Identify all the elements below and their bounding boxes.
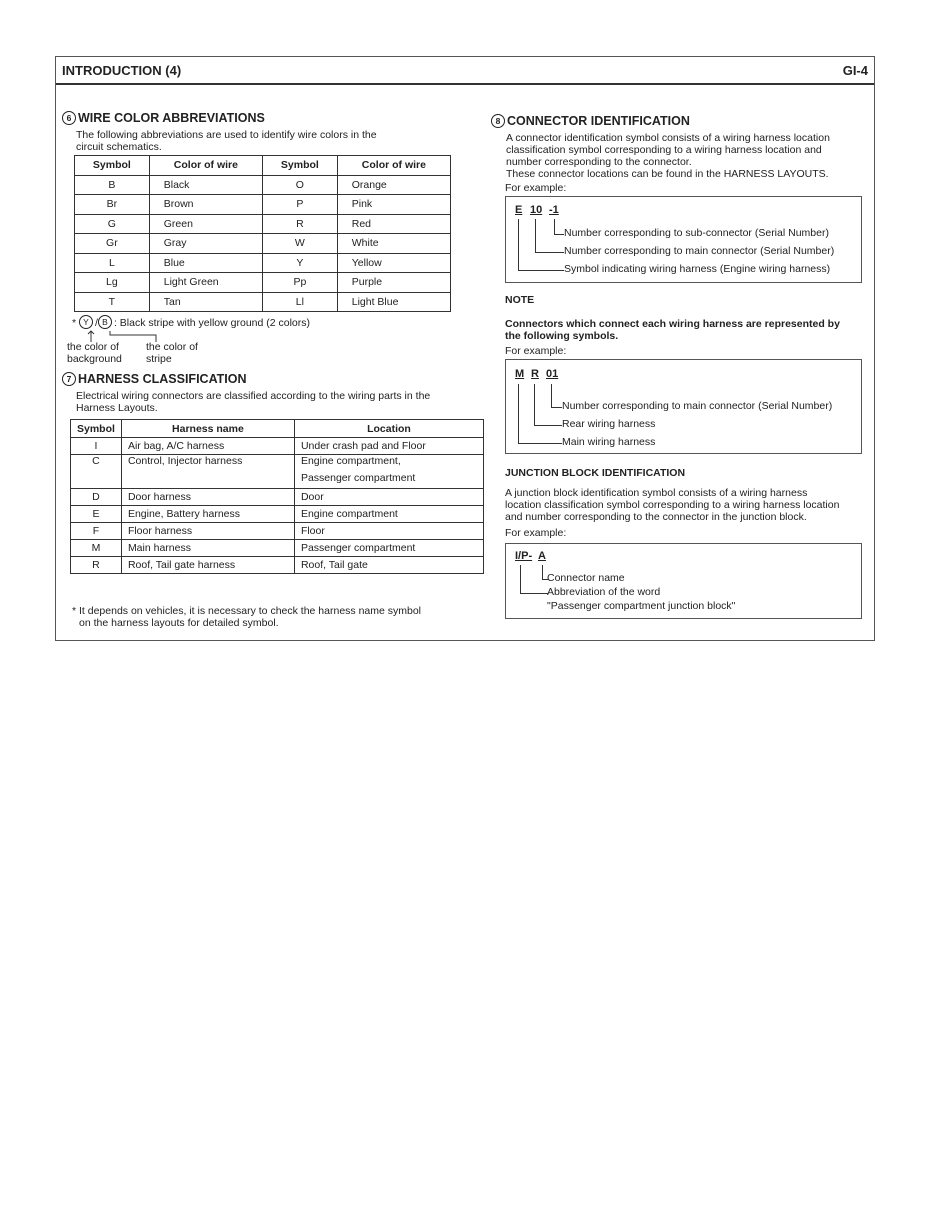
harness-intro: Electrical wiring connectors are classified according to the wiring parts in the Harness Layouts. xyxy=(76,390,431,414)
for-example-label: For example: xyxy=(505,182,567,194)
table-row: E Engine, Battery harness Engine compartment xyxy=(71,506,484,523)
junction-block-title: JUNCTION BLOCK IDENTIFICATION xyxy=(505,467,686,479)
for-example-label: For example: xyxy=(505,527,567,539)
col-header: Symbol xyxy=(71,420,122,438)
table-row: Gr Gray W White xyxy=(75,234,451,254)
code-harness-symbol: E xyxy=(515,204,523,216)
leader-line xyxy=(518,219,564,271)
code-main-number: 10 xyxy=(530,204,543,216)
table-row: R Roof, Tail gate harness Roof, Tail gate xyxy=(71,557,484,574)
table-row: T Tan Ll Light Blue xyxy=(75,292,451,312)
circled-number-8: 8 xyxy=(491,114,505,128)
table-row: L Blue Y Yellow xyxy=(75,253,451,273)
label-background: the color of background xyxy=(67,341,122,365)
page-header xyxy=(56,57,874,85)
example-box-joint: M R 01 Number corresponding to main connector (Serial Number) Rear wiring harness Main wiring harness xyxy=(505,359,862,454)
junction-block-text: A junction block identification symbol consists of a wiring harness location classification symbol corresponding to a wiring harness location and number corresponding to the connector in the junction block. xyxy=(505,487,840,523)
table-row: D Door harness Door xyxy=(71,489,484,506)
harness-table xyxy=(70,419,484,574)
table-row: Br Brown P Pink xyxy=(75,195,451,215)
code-serial-number: 01 xyxy=(546,368,559,380)
wire-color-table xyxy=(74,155,451,312)
table-row: I Air bag, A/C harness Under crash pad and Floor xyxy=(71,438,484,455)
circled-number-6: 6 xyxy=(62,111,76,125)
note-text: Connectors which connect each wiring harness are represented by the following symbols. xyxy=(505,318,840,342)
table-row: C Control, Injector harness Engine compartment, Passenger compartment xyxy=(71,455,484,489)
connector-intro: A connector identification symbol consists of a wiring harness location classification symbol corresponding to a wiring harness location and number corresponding to the connector. These connector locations can be found in the HARNESS LAYOUTS. xyxy=(506,132,830,180)
col-header: Harness name xyxy=(121,420,294,438)
table-row: G Green R Red xyxy=(75,214,451,234)
leader-line xyxy=(518,384,562,444)
connector-title: 8 CONNECTOR IDENTIFICATION xyxy=(491,114,690,128)
label-stripe: the color of stripe xyxy=(146,341,198,365)
code-ip: I/P- xyxy=(515,550,533,562)
manual-page xyxy=(55,56,875,641)
page-number: GI-4 xyxy=(842,63,868,78)
table-row: Lg Light Green Pp Purple xyxy=(75,273,451,293)
ground-color-symbol: Y xyxy=(79,315,93,329)
for-example-label: For example: xyxy=(505,345,567,357)
wire-color-intro: The following abbreviations are used to identify wire colors in the circuit schematics. xyxy=(76,129,377,153)
stripe-color-symbol: B xyxy=(98,315,112,329)
code-main-harness: M xyxy=(515,368,525,380)
harness-title: 7 HARNESS CLASSIFICATION xyxy=(62,372,247,386)
code-rear-harness: R xyxy=(531,368,539,380)
circled-number-7: 7 xyxy=(62,372,76,386)
wire-color-title: 6 WIRE COLOR ABBREVIATIONS xyxy=(62,111,265,125)
table-row: M Main harness Passenger compartment xyxy=(71,540,484,557)
col-header: Location xyxy=(294,420,483,438)
leader-line xyxy=(520,565,548,594)
col-header: Color of wire xyxy=(149,156,262,176)
code-connector-name: A xyxy=(538,550,546,562)
table-row: F Floor harness Floor xyxy=(71,523,484,540)
col-header: Color of wire xyxy=(337,156,450,176)
col-header: Symbol xyxy=(75,156,150,176)
example-box-junction: I/P- A Connector name Abbreviation of the word "Passenger compartment junction block" xyxy=(505,543,862,619)
example-box-connector: E 10 -1 Number corresponding to sub-connector (Serial Number) Number corresponding to main connector (Serial Number) Symbol indicating wiring harness (Engine wiring harness) xyxy=(505,196,862,283)
harness-footnote: * It depends on vehicles, it is necessary to check the harness name symbol on the harness layouts for detailed symbol. xyxy=(72,605,422,629)
page-title: INTRODUCTION (4) xyxy=(62,63,182,78)
code-sub-number: -1 xyxy=(549,204,559,216)
stripe-note: * Y / B : Black stripe with yellow ground (2 colors) xyxy=(72,317,311,329)
note-title: NOTE xyxy=(505,294,535,306)
col-header: Symbol xyxy=(262,156,337,176)
table-row: B Black O Orange xyxy=(75,175,451,195)
